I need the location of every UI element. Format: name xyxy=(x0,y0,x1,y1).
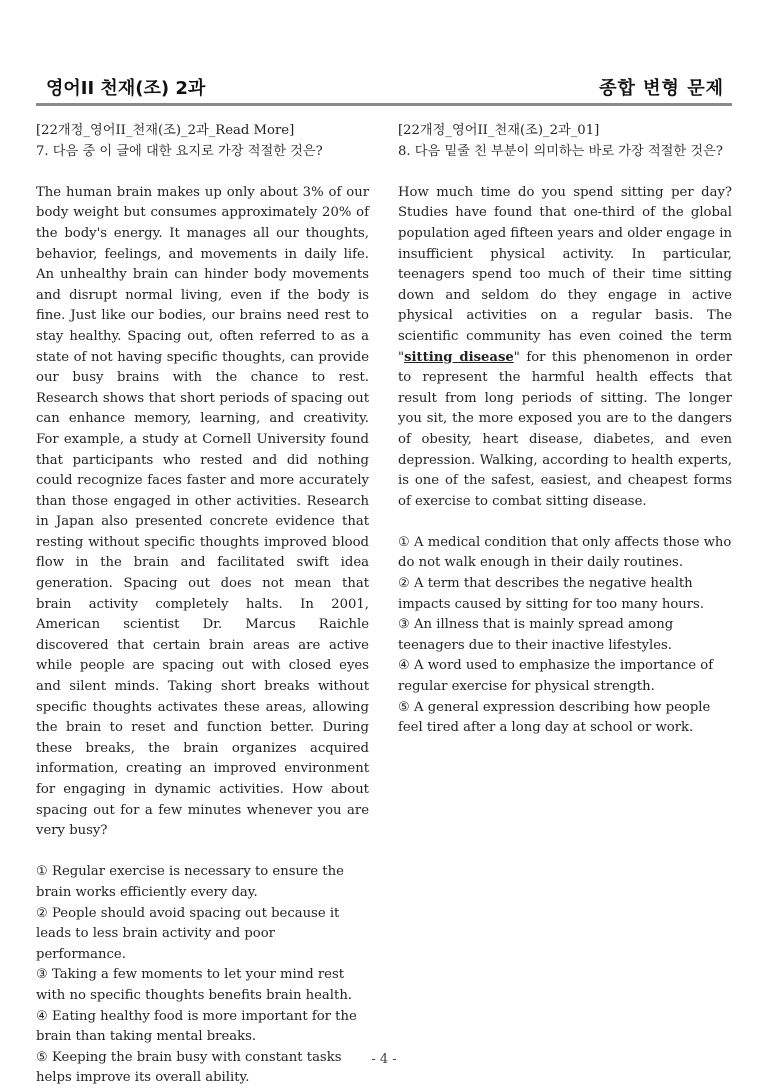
question-8-passage xyxy=(398,183,732,513)
question-7-source: [22개정_영어II_천재(조)_2과_Read More] xyxy=(36,123,295,138)
page-header xyxy=(36,74,732,104)
right-column xyxy=(398,121,732,739)
answer-option[interactable]: ⑤ Keeping the brain busy with constant tasks helps improve its overall ability. xyxy=(36,1049,342,1086)
answer-option[interactable]: ② A term that describes the negative health impacts caused by sitting for too many hours. xyxy=(398,576,705,612)
page-number: - 4 - xyxy=(371,1052,397,1067)
question-8-prompt: 8. 다음 밑줄 친 부분이 의미하는 바로 가장 적절한 것은? xyxy=(398,143,723,159)
question-8-source: [22개정_영어II_천재(조)_2과_01] xyxy=(398,123,600,138)
underlined-phrase: sitting disease xyxy=(404,349,514,365)
passage-text: " for this phenomenon in order to represent the harmful health effects that result from long periods of sitting. The longer you sit, the more exposed you are to the dangers of obesity, heart disease, diabetes, and even depression. Walking, according to health experts, is one of the safest, easiest, and cheapest forms of exercise to combat sitting disease. xyxy=(398,349,733,509)
header-divider xyxy=(36,103,732,106)
question-8-options xyxy=(398,533,732,739)
subject-title: 영어II 천재(조) 2과 xyxy=(46,78,206,99)
answer-option[interactable]: ④ A word used to emphasize the importance of regular exercise for physical strength. xyxy=(398,658,714,695)
passage-text: How much time do you spend sitting per day? Studies have found that one-third of the global population aged fifteen years and older engage in insufficient physical activity. In particular, teenagers spend too much of their time sitting down and seldom do they engage in active physical activities on a regular basis. The scientific community has even coined the term " xyxy=(398,184,732,365)
answer-option[interactable]: ① A medical condition that only affects those who do not walk enough in their daily routines. xyxy=(398,534,732,571)
answer-option[interactable]: ⑤ A general expression describing how people feel tired after a long day at school or work. xyxy=(398,699,711,736)
answer-option[interactable]: ③ An illness that is mainly spread among teenagers due to their inactive lifestyles. xyxy=(398,617,674,653)
left-column xyxy=(36,121,369,1089)
section-title: 종합 변형 문제 xyxy=(599,78,724,99)
answer-option[interactable]: ④ Eating healthy food is more important for the brain than taking mental breaks. xyxy=(36,1008,357,1045)
answer-option[interactable]: ③ Taking a few moments to let your mind rest with no specific thoughts benefits brain health. xyxy=(36,967,352,1003)
answer-option[interactable]: ① Regular exercise is necessary to ensure the brain works efficiently every day. xyxy=(36,864,344,900)
answer-option[interactable]: ② People should avoid spacing out because it leads to less brain activity and poor performance. xyxy=(36,905,340,962)
question-7-prompt: 7. 다음 중 이 글에 대한 요지로 가장 적절한 것은? xyxy=(36,143,323,159)
question-7-passage: The human brain makes up only about 3% of our body weight but consumes approximately 20% of the body's energy. It manages all our thoughts, behavior, feelings, and movements in daily life. An unhealthy brain can hinder body movements and disrupt normal living, even if the body is fine. Just like our bodies, our brains need rest to stay healthy. Spacing out, often referred to as a state of not having specific thoughts, can provide our busy brains with the chance to rest. Research shows that short periods of spacing out can enhance memory, learning, and creativity. For example, a study at Cornell University found that participants who rested and did nothing could recognize faces faster and more accurately than those engaged in other activities. Research in Japan also presented concrete evidence that resting without specific thoughts improved blood flow in the brain and facilitated swift idea generation. Spacing out does not mean that brain activity completely halts. In 2001, American scientist Dr. Marcus Raichle discovered that certain brain areas are active while people are spacing out with closed eyes and silent minds. Taking short breaks without specific thoughts activates these areas, allowing the brain to reset and function better. During these breaks, the brain organizes acquired information, creating an improved environment for engaging in dynamic activities. How about spacing out for a few minutes whenever you are very busy? xyxy=(36,184,369,839)
